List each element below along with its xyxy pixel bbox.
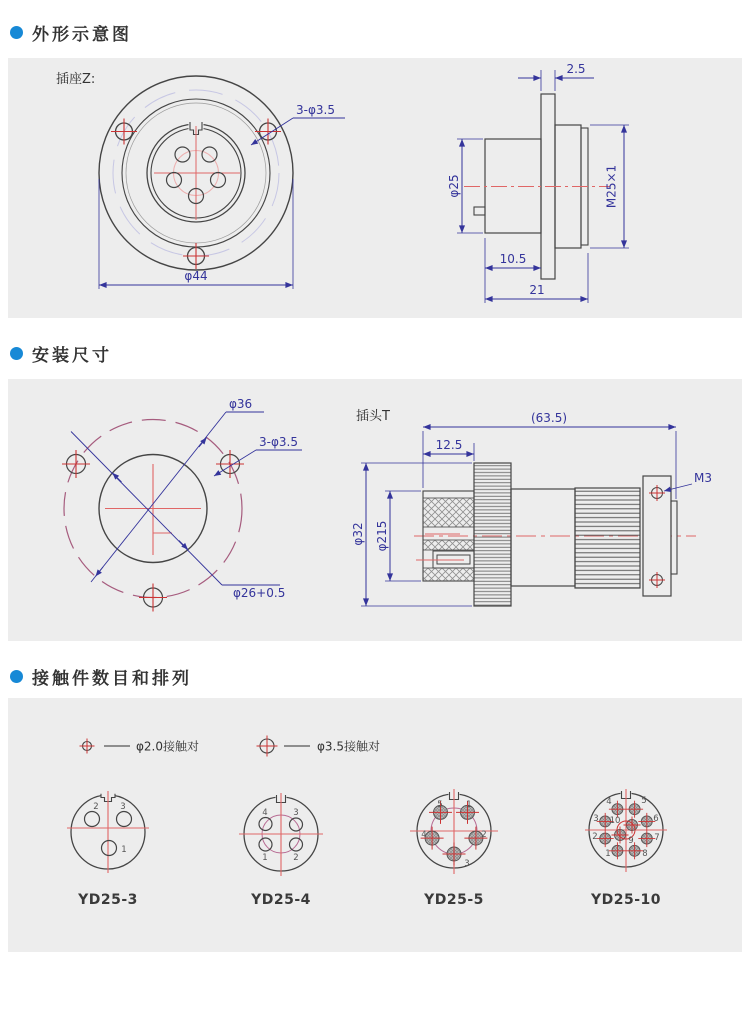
pin-number: 1 (121, 845, 127, 855)
pin-number: 6 (653, 814, 659, 824)
legend-phi35 (257, 736, 381, 757)
model-label: YD25-10 (590, 892, 662, 908)
mounting-panel (8, 379, 742, 641)
section-outline-title (10, 22, 750, 45)
connector-yd25-4 (239, 793, 323, 876)
section-title-text: 外形示意图 (32, 24, 132, 45)
dim-text: 10.5 (499, 252, 527, 266)
model-label: YD25-3 (78, 892, 138, 908)
dim-panel-cutout (71, 432, 285, 601)
pin-number: 2 (93, 802, 99, 812)
section-bullet-icon (10, 670, 23, 683)
dim-text: φ25 (447, 174, 461, 198)
connector-yd25-10 (585, 789, 667, 872)
legend-label: φ3.5接触对 (317, 739, 381, 754)
legend-phi20 (80, 739, 200, 754)
pin-number: 4 (262, 808, 268, 818)
pin-number: 1 (466, 800, 472, 810)
dim-text: 3-φ3.5 (259, 435, 298, 449)
pin-number: 4 (606, 797, 612, 807)
dim-text: (63.5) (530, 411, 568, 425)
pin-number: 1 (262, 853, 268, 863)
connector-yd25-5 (410, 789, 498, 874)
outline-drawing (8, 58, 742, 318)
mounting-drawing (8, 379, 742, 641)
dim-overall-length (423, 411, 676, 499)
center-crosshair (105, 464, 201, 555)
dim-text: φ32 (351, 522, 365, 546)
panel-cutout-view (62, 420, 244, 612)
socket-label: 插座Z: (56, 72, 96, 87)
section-contacts-title (10, 666, 750, 689)
pin-number: 10 (609, 816, 621, 826)
dim-text: M25×1 (604, 164, 619, 209)
dim-text: 3-φ3.5 (296, 103, 335, 117)
pin-number: 2 (592, 832, 598, 842)
section-bullet-icon (10, 26, 23, 39)
dim-cable-end-length (423, 438, 474, 461)
model-label: YD25-5 (424, 892, 484, 908)
pin-number: 8 (642, 849, 648, 859)
legend-label: φ2.0接触对 (136, 739, 200, 754)
pin-number: 2 (293, 853, 299, 863)
dim-text: φ26+0.5 (233, 586, 286, 600)
model-label: YD25-4 (251, 892, 311, 908)
dim-text: 12.5 (435, 438, 463, 452)
pin-number: 3 (293, 808, 299, 818)
pin-number: 4 (421, 830, 427, 840)
connector-yd25-3 (67, 791, 149, 873)
pin-number: 9 (628, 836, 634, 846)
dim-text: φ215 (375, 520, 389, 552)
pin-number: 5 (641, 796, 647, 806)
dim-flange-thickness (518, 62, 594, 91)
dim-text: φ44 (184, 269, 208, 283)
dim-text: M3 (694, 471, 712, 485)
dim-thread-spec (590, 125, 629, 248)
contact-arrangement-drawing (8, 698, 742, 952)
dim-text: 21 (529, 283, 545, 297)
dim-text: φ36 (229, 397, 253, 411)
pin-number: 7 (654, 833, 660, 843)
plug-label: 插头T (356, 409, 390, 424)
outline-panel (8, 58, 742, 318)
socket-front-view (99, 76, 293, 270)
dim-bolt-circle (91, 397, 264, 582)
pin-number: 3 (120, 802, 126, 812)
dim-text: 2.5 (566, 62, 586, 76)
section-bullet-icon (10, 347, 23, 360)
section-mounting-title (10, 343, 750, 366)
pin-number: 3 (593, 814, 599, 824)
pin-number: 2 (481, 830, 487, 840)
section-title-text: 接触件数目和排列 (32, 668, 192, 689)
socket-side-view (464, 94, 610, 279)
contacts-panel (8, 698, 742, 952)
section-title-text: 安装尺寸 (32, 345, 112, 366)
pin-number: 5 (437, 800, 443, 810)
pin-number: 1 (605, 849, 611, 859)
plug-side-view (414, 463, 696, 606)
pin-number: 3 (464, 859, 470, 869)
